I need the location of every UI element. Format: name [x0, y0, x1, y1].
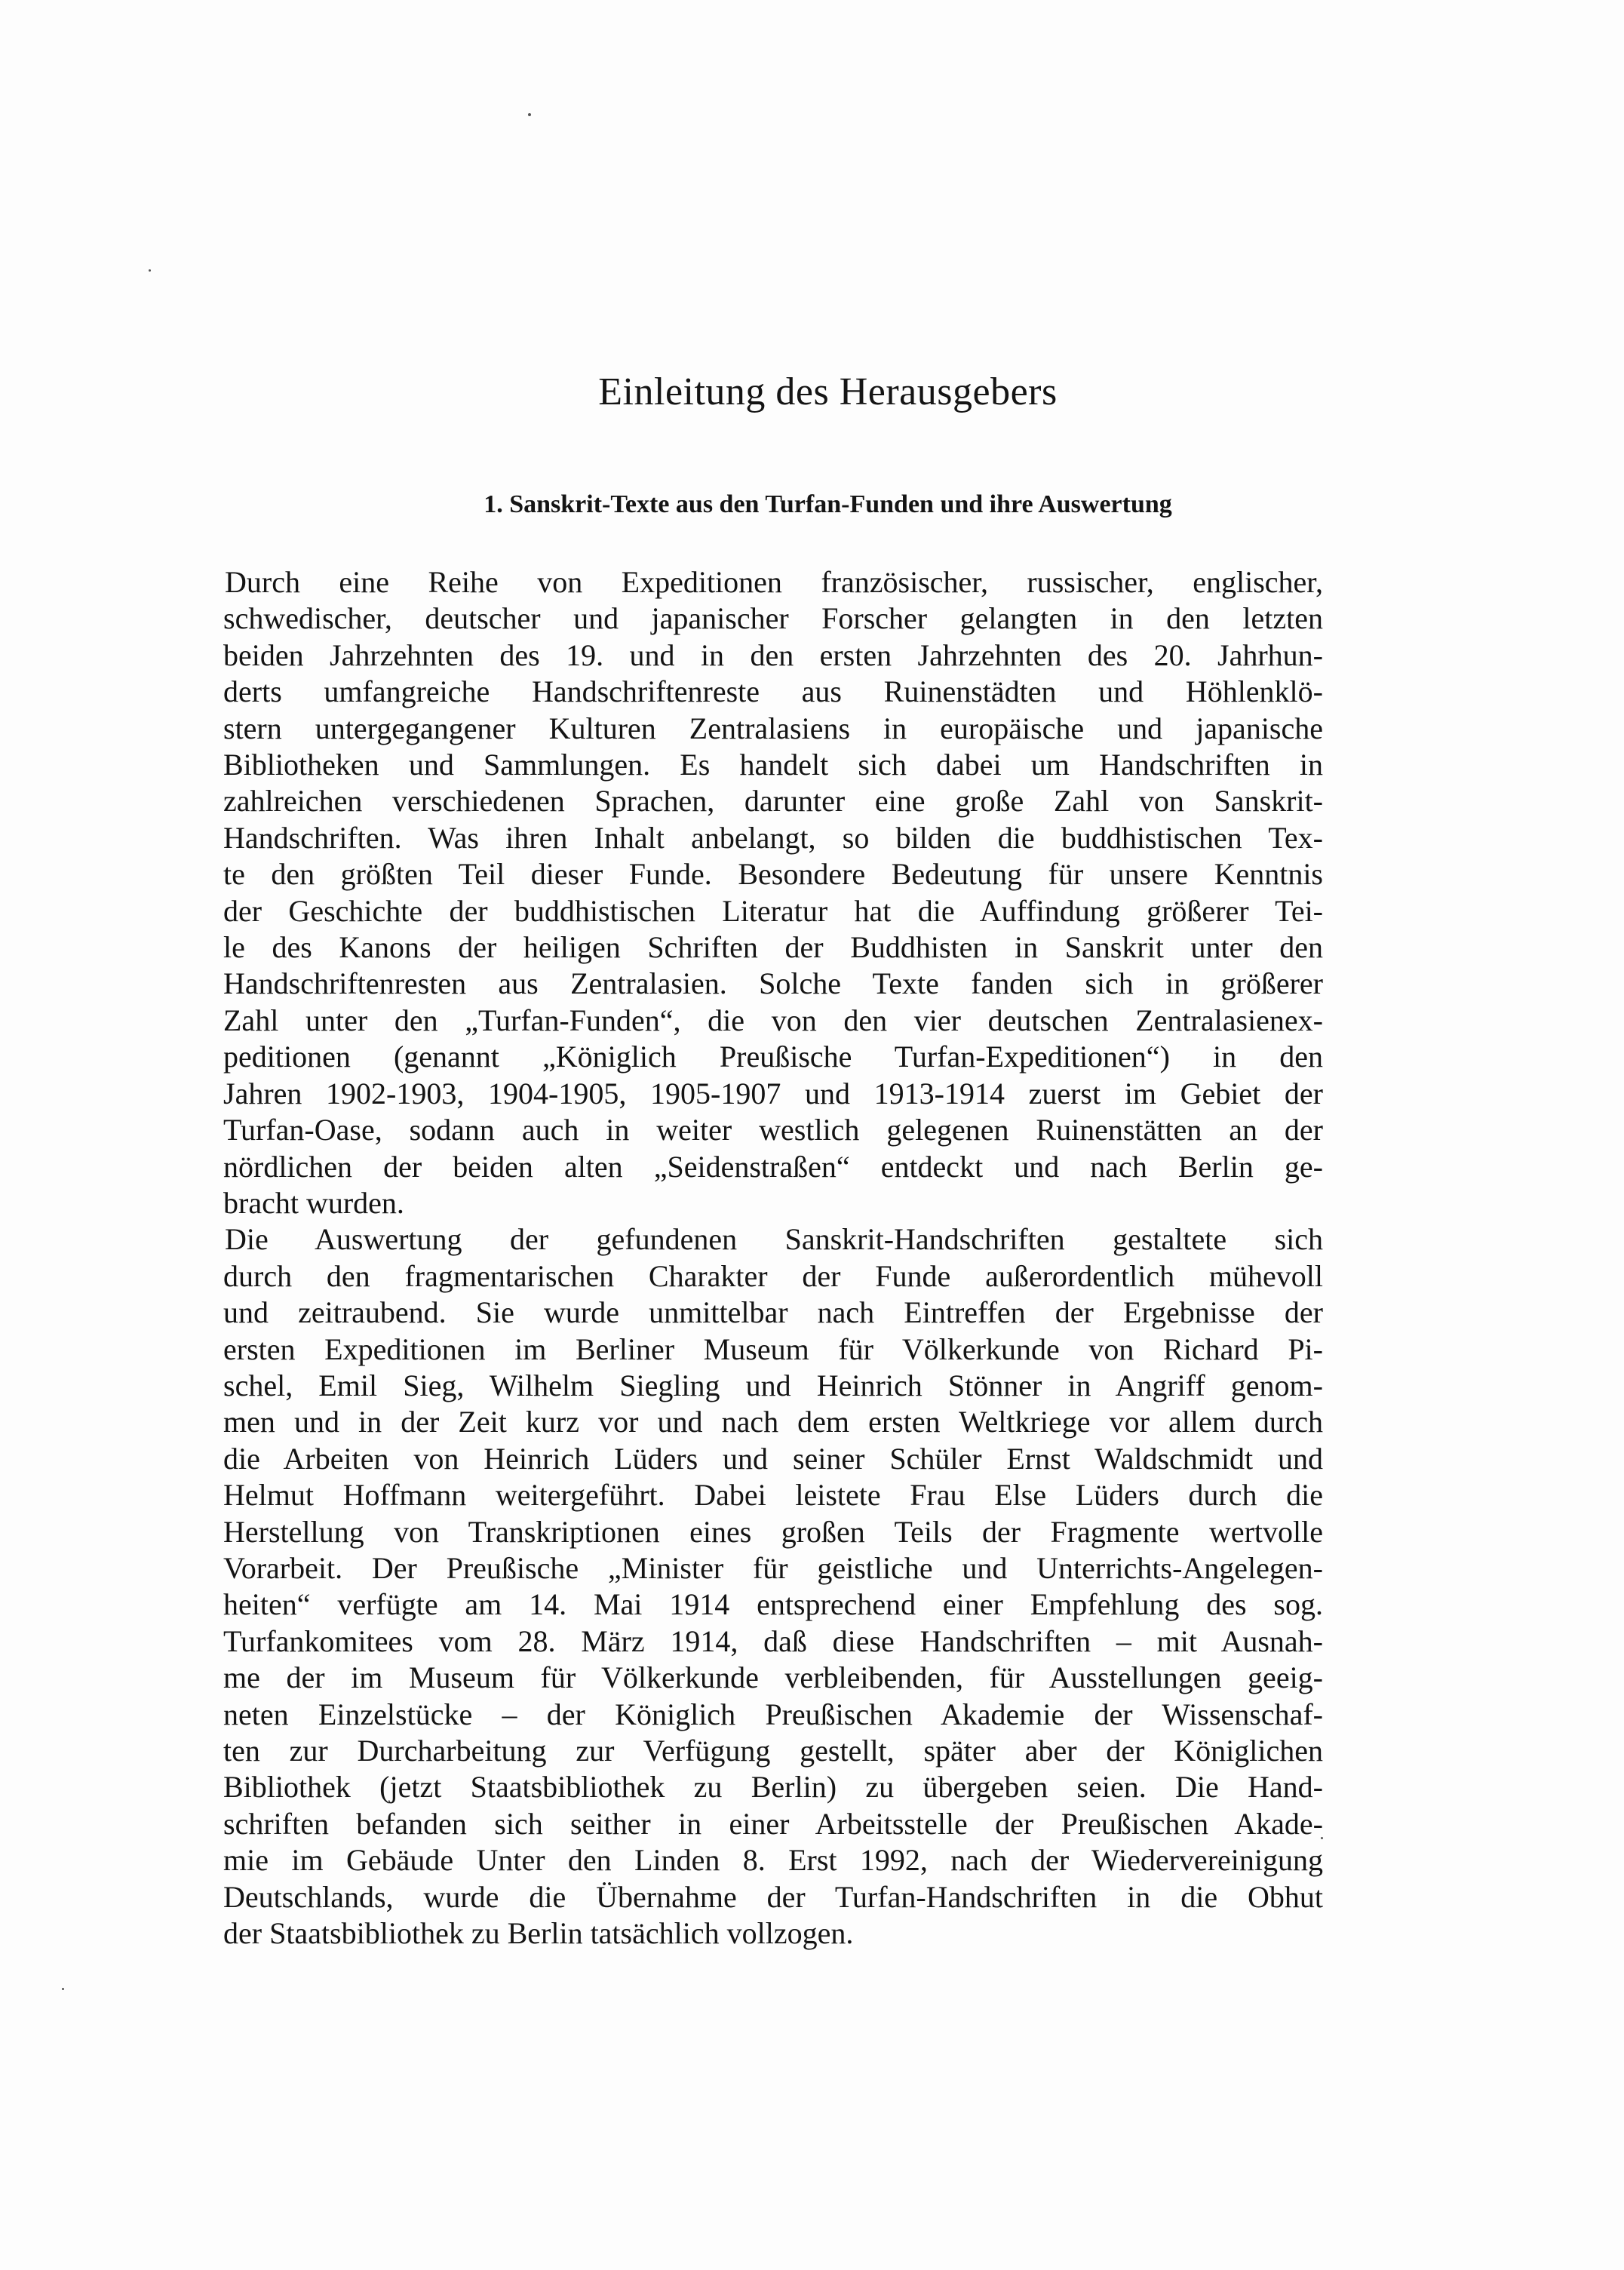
text-line: men und in der Zeit kurz vor und nach dem ersten Weltkriege vor allem durch	[223, 1405, 1323, 1439]
text-line: stern untergegangener Kulturen Zentralasiens in europäische und japanische	[223, 711, 1323, 745]
text-line: Turfan-Oase, sodann auch in weiter westlich gelegenen Ruinenstätten an der	[223, 1113, 1323, 1147]
text-line: Jahren 1902-1903, 1904-1905, 1905-1907 und 1913-1914 zuerst im Gebiet der	[223, 1076, 1323, 1110]
text-line: le des Kanons der heiligen Schriften der Buddhisten in Sanskrit unter den	[223, 930, 1323, 965]
text-line: der Geschichte der buddhistischen Literatur hat die Auffindung größerer Tei-	[223, 893, 1323, 928]
text-line: me der im Museum für Völkerkunde verbleibenden, für Ausstellungen geeig-	[223, 1660, 1323, 1695]
text-line: beiden Jahrzehnten des 19. und in den ersten Jahrzehnten des 20. Jahrhun-	[223, 637, 1323, 672]
text-line: die Arbeiten von Heinrich Lüders und seiner Schüler Ernst Waldschmidt und	[223, 1441, 1323, 1476]
text-line: Zahl unter den „Turfan-Funden“, die von den vier deutschen Zentralasienex-	[223, 1003, 1323, 1037]
page-title: Einleitung des Herausgebers	[598, 370, 1058, 413]
text-line: Bibliothek (jetzt Staatsbibliothek zu Berlin) zu übergeben seien. Die Hand-	[223, 1770, 1323, 1805]
text-line: ten zur Durcharbeitung zur Verfügung gestellt, später aber der Königlichen	[223, 1734, 1323, 1768]
text-line: Vorarbeit. Der Preußische „Minister für geistliche und Unterrichts-Angelegen-	[223, 1550, 1323, 1585]
text-line: te den größten Teil dieser Funde. Besondere Bedeutung für unsere Kenntnis	[223, 857, 1323, 892]
text-line: heiten“ verfügte am 14. Mai 1914 entsprechend einer Empfehlung des sog.	[223, 1587, 1323, 1622]
text-line: zahlreichen verschiedenen Sprachen, darunter eine große Zahl von Sanskrit-	[223, 784, 1323, 819]
text-line: schriften befanden sich seither in einer Arbeitsstelle der Preußischen Akade-	[223, 1806, 1323, 1841]
text-line: schwedischer, deutscher und japanischer Forscher gelangten in den letzten	[223, 601, 1323, 636]
text-line: Die Auswertung der gefundenen Sanskrit-Handschriften gestaltete sich	[225, 1222, 1323, 1257]
text-line: bracht wurden.	[223, 1185, 404, 1220]
text-line: und zeitraubend. Sie wurde unmittelbar nach Eintreffen der Ergebnisse der	[223, 1295, 1323, 1330]
text-line: Helmut Hoffmann weitergeführt. Dabei leistete Frau Else Lüders durch die	[223, 1478, 1323, 1513]
text-line: durch den fragmentarischen Charakter der Funde außerordentlich mühevoll	[223, 1258, 1323, 1293]
text-line: Herstellung von Transkriptionen eines großen Teils der Fragmente wertvolle	[223, 1514, 1323, 1549]
text-line: nördlichen der beiden alten „Seidenstraßen“ entdeckt und nach Berlin ge-	[223, 1149, 1323, 1184]
text-line: Turfankomitees vom 28. März 1914, daß diese Handschriften – mit Ausnah-	[223, 1623, 1323, 1658]
text-line: Durch eine Reihe von Expeditionen französischer, russischer, englischer,	[225, 565, 1323, 599]
text-line: Handschriften. Was ihren Inhalt anbelangt, so bilden die buddhistischen Tex-	[223, 820, 1323, 855]
text-line: ersten Expeditionen im Berliner Museum für Völkerkunde von Richard Pi-	[223, 1332, 1323, 1366]
text-line: derts umfangreiche Handschriftenreste aus Ruinenstädten und Höhlenklö-	[223, 674, 1323, 709]
scan-speck	[149, 269, 151, 272]
scan-speck	[528, 113, 531, 116]
paragraph-2	[223, 1221, 1323, 1952]
text-line: Handschriftenresten aus Zentralasien. Solche Texte fanden sich in größerer	[223, 966, 1323, 1001]
text-line: schel, Emil Sieg, Wilhelm Siegling und Heinrich Stönner in Angriff genom-	[223, 1368, 1323, 1402]
text-line: Bibliotheken und Sammlungen. Es handelt sich dabei um Handschriften in	[223, 748, 1323, 782]
scan-speck	[62, 1988, 64, 1990]
body-text	[223, 564, 1323, 1952]
paragraph-1	[223, 564, 1323, 1221]
text-line: neten Einzelstücke – der Königlich Preußischen Akademie der Wissenschaf-	[223, 1697, 1323, 1731]
text-line: peditionen (genannt „Königlich Preußische Turfan-Expeditionen“) in den	[223, 1040, 1323, 1074]
text-line: der Staatsbibliothek zu Berlin tatsächlich vollzogen.	[223, 1916, 854, 1951]
text-line: Deutschlands, wurde die Übernahme der Turfan-Handschriften in die Obhut	[223, 1879, 1323, 1914]
text-line: mie im Gebäude Unter den Linden 8. Erst 1992, nach der Wiedervereinigung	[223, 1843, 1323, 1878]
section-title: 1. Sanskrit-Texte aus den Turfan-Funden und ihre Auswertung	[484, 490, 1172, 518]
